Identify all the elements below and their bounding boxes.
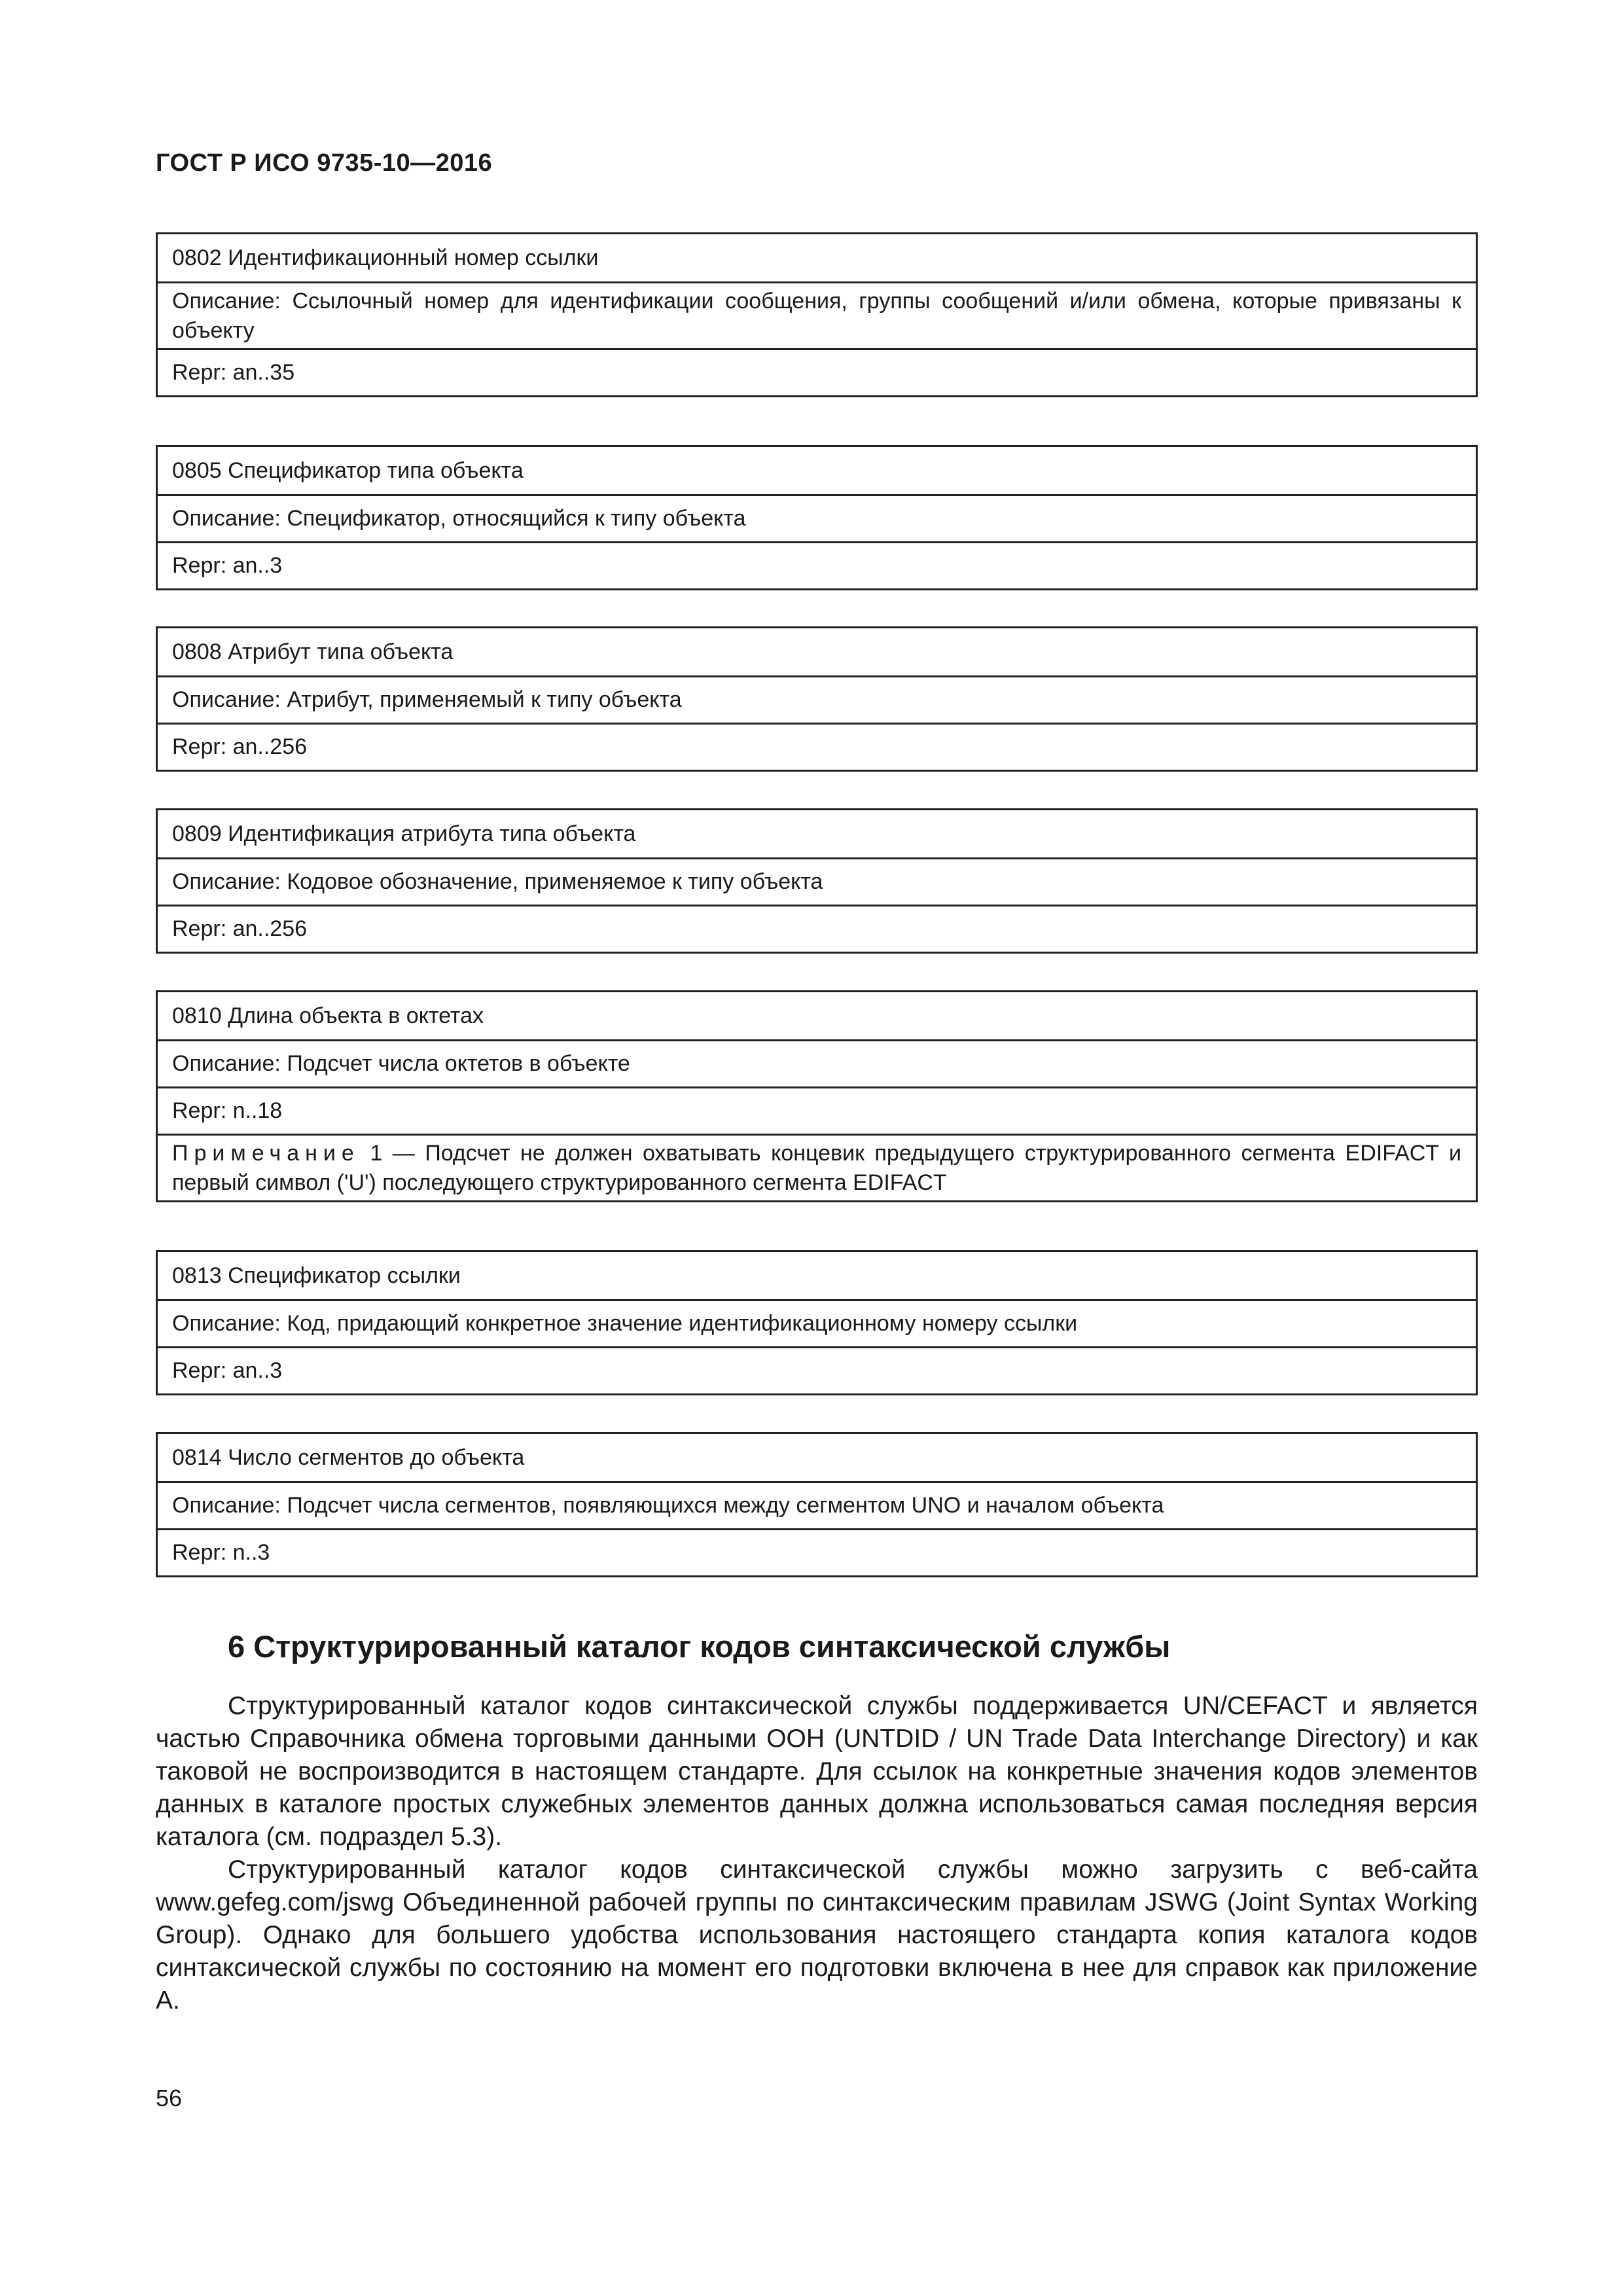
- element-description: [158, 675, 1476, 723]
- page-number: 56: [156, 2085, 183, 2111]
- document-header: ГОСТ Р ИСО 9735-10—2016: [156, 149, 493, 177]
- element-repr-text: Repr: an..256: [172, 916, 308, 941]
- element-description-text: Описание: Ссылочный номер для идентификации сообщения, группы сообщений и/или обмена, которые привязаны к объекту: [172, 288, 1461, 343]
- element-description: [158, 281, 1476, 348]
- element-description-text: Описание: Спецификатор, относящийся к типу объекта: [172, 506, 746, 531]
- element-title-text: 0810 Длина объекта в октетах: [172, 1003, 484, 1028]
- note-label: Примечание: [172, 1140, 360, 1166]
- element-title: [158, 628, 1476, 675]
- element-description: [158, 857, 1476, 905]
- section-paragraph-2: Структурированный каталог кодов синтаксической службы можно загрузить с веб-сайта www.gefeg.com/jswg Объединенной рабочей группы по синтаксическим правилам JSWG (Joint Syntax Working Group). Однако для большего удобства использования настоящего стандарта копия каталога кодов синтаксической службы по состоянию на момент его подготовки включена в нее для справок как приложение А.: [156, 1856, 1478, 2015]
- section-heading: 6 Структурированный каталог кодов синтаксической службы: [228, 1629, 1171, 1664]
- element-description-text: Описание: Код, придающий конкретное значение идентификационному номеру ссылки: [172, 1311, 1078, 1336]
- element-table-0814: [156, 1432, 1478, 1577]
- element-title-text: 0814 Число сегментов до объекта: [172, 1444, 525, 1470]
- element-table-0802: [156, 232, 1478, 397]
- element-description: [158, 1481, 1476, 1528]
- element-title: [158, 447, 1476, 494]
- element-title: [158, 992, 1476, 1039]
- element-table-0805: [156, 445, 1478, 590]
- element-repr-text: Repr: n..18: [172, 1098, 283, 1123]
- element-table-0810: [156, 990, 1478, 1202]
- element-repr-text: Repr: an..3: [172, 553, 283, 578]
- element-title-text: 0805 Спецификатор типа объекта: [172, 457, 524, 483]
- element-repr-text: Repr: an..35: [172, 360, 295, 385]
- element-title: [158, 1252, 1476, 1299]
- element-description: [158, 1299, 1476, 1346]
- element-description-text: Описание: Атрибут, применяемый к типу объекта: [172, 687, 682, 712]
- element-description: [158, 1039, 1476, 1086]
- element-table-0808: [156, 626, 1478, 772]
- element-repr-text: Repr: an..3: [172, 1358, 283, 1383]
- element-repr: [158, 348, 1476, 395]
- element-title: [158, 810, 1476, 857]
- element-title-text: 0802 Идентификационный номер ссылки: [172, 245, 599, 270]
- element-table-0813: [156, 1250, 1478, 1395]
- element-repr: [158, 1346, 1476, 1393]
- section-paragraph-1: Структурированный каталог кодов синтаксической службы поддерживается UN/CEFACT и является частью Справочника обмена торговыми данными ООН (UNTDID / UN Trade Data Interchange Directory) и как таковой не воспроизводится в настоящем стандарте. Для ссылок на конкретные значения кодов элементов данных в каталоге простых служебных элементов данных должна использоваться самая последняя версия каталога (см. подраздел 5.3).: [156, 1692, 1478, 1851]
- element-description-text: Описание: Подсчет числа октетов в объекте: [172, 1051, 630, 1076]
- element-title: [158, 1434, 1476, 1481]
- element-note-text: [172, 1139, 1461, 1198]
- element-description-text: Описание: Подсчет числа сегментов, появляющихся между сегментом UNO и началом объекта: [172, 1493, 1164, 1518]
- element-repr: [158, 541, 1476, 588]
- element-title-text: 0813 Спецификатор ссылки: [172, 1263, 461, 1288]
- element-repr-text: Repr: n..3: [172, 1540, 270, 1565]
- element-title: [158, 234, 1476, 281]
- element-note: [158, 1134, 1476, 1200]
- element-repr-text: Repr: an..256: [172, 734, 308, 759]
- element-description: [158, 494, 1476, 541]
- element-title-text: 0808 Атрибут типа объекта: [172, 639, 454, 664]
- element-repr: [158, 905, 1476, 952]
- element-title-text: 0809 Идентификация атрибута типа объекта: [172, 821, 636, 846]
- element-table-0809: [156, 808, 1478, 954]
- note-body: 1 — Подсчет не должен охватывать концевик предыдущего структурированного сегмента EDIFACT и первый символ ('U') последующего структурированного сегмента EDIFACT: [172, 1140, 1461, 1195]
- element-repr: [158, 1086, 1476, 1134]
- element-description-text: Описание: Кодовое обозначение, применяемое к типу объекта: [172, 869, 823, 894]
- element-repr: [158, 1528, 1476, 1575]
- element-repr: [158, 723, 1476, 770]
